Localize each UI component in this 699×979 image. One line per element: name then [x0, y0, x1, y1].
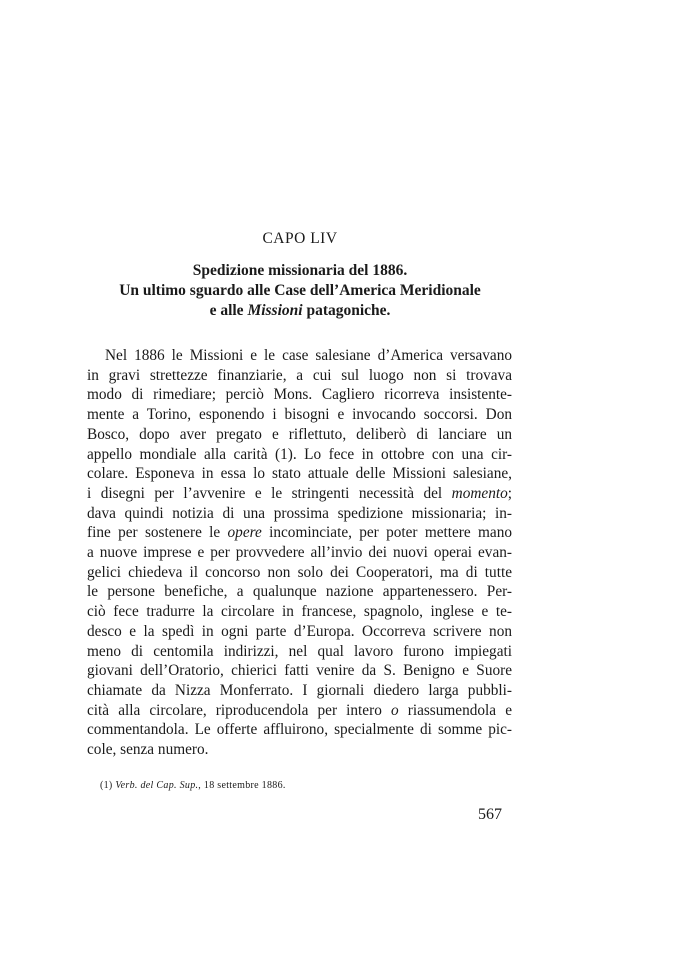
text-segment: chiamate da Nizza Monferrato. I giornali diedero larga pubbli-	[87, 681, 512, 699]
text-segment: in gravi strettezze finanziarie, a cui sul luogo non si trovava	[87, 366, 512, 384]
text-line	[87, 622, 512, 642]
text-line	[87, 523, 512, 543]
text-line	[87, 346, 512, 366]
text-segment: Nel 1886 le Missioni e le case salesiane d’America versavano	[105, 347, 512, 364]
text-segment: ;	[507, 484, 512, 502]
chapter-title	[60, 261, 540, 321]
text-segment: colare. Esponeva in essa lo stato attuale delle Missioni salesiane,	[87, 465, 512, 483]
text-line	[87, 642, 512, 662]
text-line	[87, 740, 512, 760]
chapter-heading: CAPO LIV	[262, 230, 338, 247]
text-line	[87, 543, 512, 563]
text-line	[87, 445, 512, 465]
text-line	[87, 405, 512, 425]
text-segment: mente a Torino, esponendo i bisogni e invocando soccorsi. Don	[87, 406, 512, 424]
text-segment: modo di rimediare; perciò Mons. Cagliero ricorreva insistente-	[87, 386, 512, 404]
body-text	[87, 346, 512, 760]
text-segment: e alle	[209, 302, 248, 319]
text-segment: meno di centomila indirizzi, nel qual lavoro furono impiegati	[87, 642, 512, 660]
text-segment: a nuove imprese e per provvedere all’invio dei nuovi operai evan-	[87, 544, 512, 562]
text-segment: Missioni	[247, 302, 303, 319]
text-segment: (1)	[100, 780, 116, 791]
text-segment: commentandola. Le offerte affluirono, specialmente di somme pic-	[87, 721, 512, 739]
text-line	[87, 701, 512, 721]
text-segment: ciò fece tradurre la circolare in francese, spagnolo, inglese e te-	[87, 603, 512, 621]
text-segment: Bosco, dopo aver pregato e riflettuto, deliberò di lanciare un	[87, 425, 512, 443]
text-segment: opere	[227, 524, 262, 542]
page-number: 567	[478, 806, 502, 823]
text-segment: le persone benefiche, a qualunque nazione appartenessero. Per-	[87, 583, 512, 601]
text-line	[87, 425, 512, 445]
text-segment: i disegni per l’avvenire e le stringenti necessità del	[87, 484, 452, 502]
text-line	[87, 681, 512, 701]
text-segment: , 18 settembre 1886.	[198, 780, 286, 791]
text-line	[87, 563, 512, 583]
text-line	[87, 464, 512, 484]
text-segment: Verb. del Cap. Sup.	[115, 780, 199, 791]
text-line	[87, 582, 512, 602]
text-segment: riassumendola e	[398, 701, 512, 719]
title-line	[60, 281, 540, 301]
text-segment: cole, senza numero.	[87, 741, 209, 759]
text-segment: giovani dell’Oratorio, chierici fatti venire da S. Benigno e Suore	[87, 662, 512, 680]
text-segment: gelici chiedeva il concorso non solo dei Cooperatori, ma di tutte	[87, 563, 512, 581]
text-segment: fine per sostenere le	[87, 524, 228, 542]
title-line	[60, 261, 540, 281]
text-segment: Un ultimo sguardo alle Case dell’America Meridionale	[119, 282, 481, 299]
text-line	[87, 484, 512, 504]
text-segment: desco e la spedì in ogni parte d’Europa. Occorreva scrivere non	[87, 622, 512, 640]
text-segment: momento	[451, 484, 508, 502]
text-segment: incominciate, per poter mettere mano	[261, 524, 512, 542]
text-segment: Spedizione missionaria del 1886.	[192, 262, 408, 279]
text-segment: cità alla circolare, riproducendola per intero	[87, 701, 391, 719]
text-segment: appello mondiale alla carità (1). Lo fece in ottobre con una cir-	[87, 445, 512, 463]
text-segment: dava quindi notizia di una prossima spedizione missionaria; in-	[87, 504, 512, 522]
text-line	[87, 602, 512, 622]
text-line	[87, 504, 512, 524]
text-line	[87, 366, 512, 386]
title-line	[60, 301, 540, 321]
text-segment: o	[390, 701, 399, 719]
text-line	[87, 720, 512, 740]
text-segment: patagoniche.	[302, 302, 391, 319]
text-line	[87, 661, 512, 681]
footnote	[100, 780, 286, 791]
text-line	[87, 385, 512, 405]
